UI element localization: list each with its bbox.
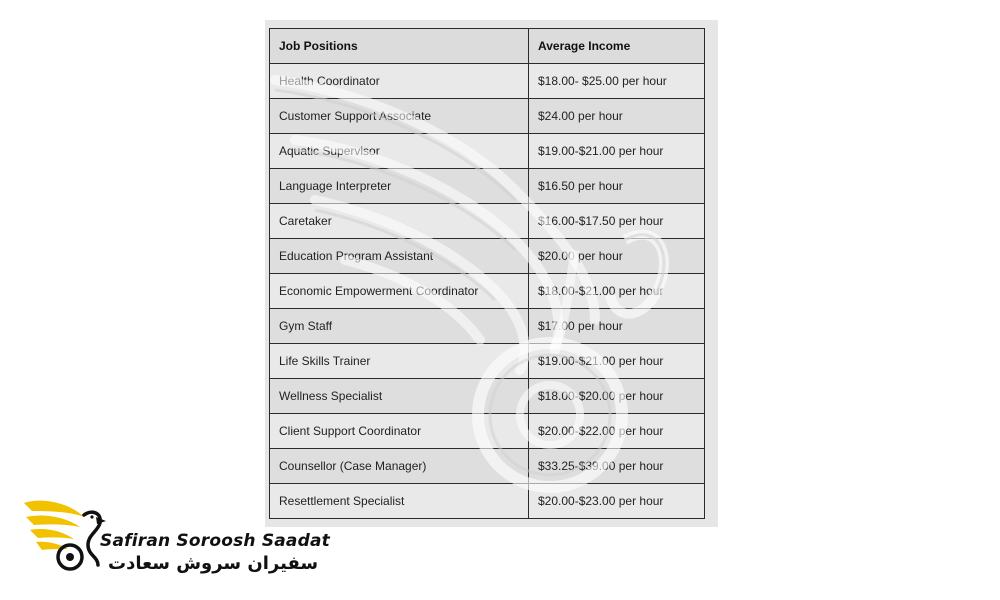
brand-name-persian: سفیران سروش سعادت: [108, 553, 319, 574]
income-cell: $16.00-$17.50 per hour: [529, 204, 705, 239]
income-cell: $20.00-$23.00 per hour: [529, 484, 705, 519]
table-row: [270, 64, 705, 99]
job-cell: Economic Empowerment Coordinator: [270, 274, 529, 309]
table-row: [270, 484, 705, 519]
table-row: [270, 169, 705, 204]
income-cell: $20.00-$22.00 per hour: [529, 414, 705, 449]
table-row: [270, 134, 705, 169]
income-cell: $16.50 per hour: [529, 169, 705, 204]
income-cell: $24.00 per hour: [529, 99, 705, 134]
brand-name-english: Safiran Soroosh Saadat: [100, 531, 330, 551]
table-row: [270, 99, 705, 134]
table-row: [270, 309, 705, 344]
table-row: [270, 449, 705, 484]
job-cell: Gym Staff: [270, 309, 529, 344]
table-row: [270, 379, 705, 414]
job-cell: Client Support Coordinator: [270, 414, 529, 449]
header-average-income: Average Income: [529, 29, 705, 64]
job-cell: Aquatic Supervisor: [270, 134, 529, 169]
income-cell: $33.25-$39.00 per hour: [529, 449, 705, 484]
income-cell: $18.00-$21.00 per hour: [529, 274, 705, 309]
income-cell: $19.00-$21.00 per hour: [529, 134, 705, 169]
job-cell: Health Coordinator: [270, 64, 529, 99]
header-job-positions: Job Positions: [270, 29, 529, 64]
job-cell: Counsellor (Case Manager): [270, 449, 529, 484]
job-income-table: [269, 28, 705, 519]
job-cell: Language Interpreter: [270, 169, 529, 204]
job-cell: Caretaker: [270, 204, 529, 239]
table-row: [270, 239, 705, 274]
job-cell: Customer Support Associate: [270, 99, 529, 134]
job-cell: Education Program Assistant: [270, 239, 529, 274]
income-cell: $17.00 per hour: [529, 309, 705, 344]
job-cell: Life Skills Trainer: [270, 344, 529, 379]
table-row: [270, 414, 705, 449]
table-row: [270, 204, 705, 239]
table-panel: [265, 20, 718, 527]
job-cell: Wellness Specialist: [270, 379, 529, 414]
eagle-wing-icon: [22, 495, 112, 580]
job-cell: Resettlement Specialist: [270, 484, 529, 519]
company-logo: [22, 495, 330, 585]
table-row: [270, 344, 705, 379]
income-cell: $19.00-$21.00 per hour: [529, 344, 705, 379]
income-cell: $20.00 per hour: [529, 239, 705, 274]
table-row: [270, 274, 705, 309]
income-cell: $18.00- $25.00 per hour: [529, 64, 705, 99]
table-header-row: [270, 29, 705, 64]
income-cell: $18.00-$20.00 per hour: [529, 379, 705, 414]
